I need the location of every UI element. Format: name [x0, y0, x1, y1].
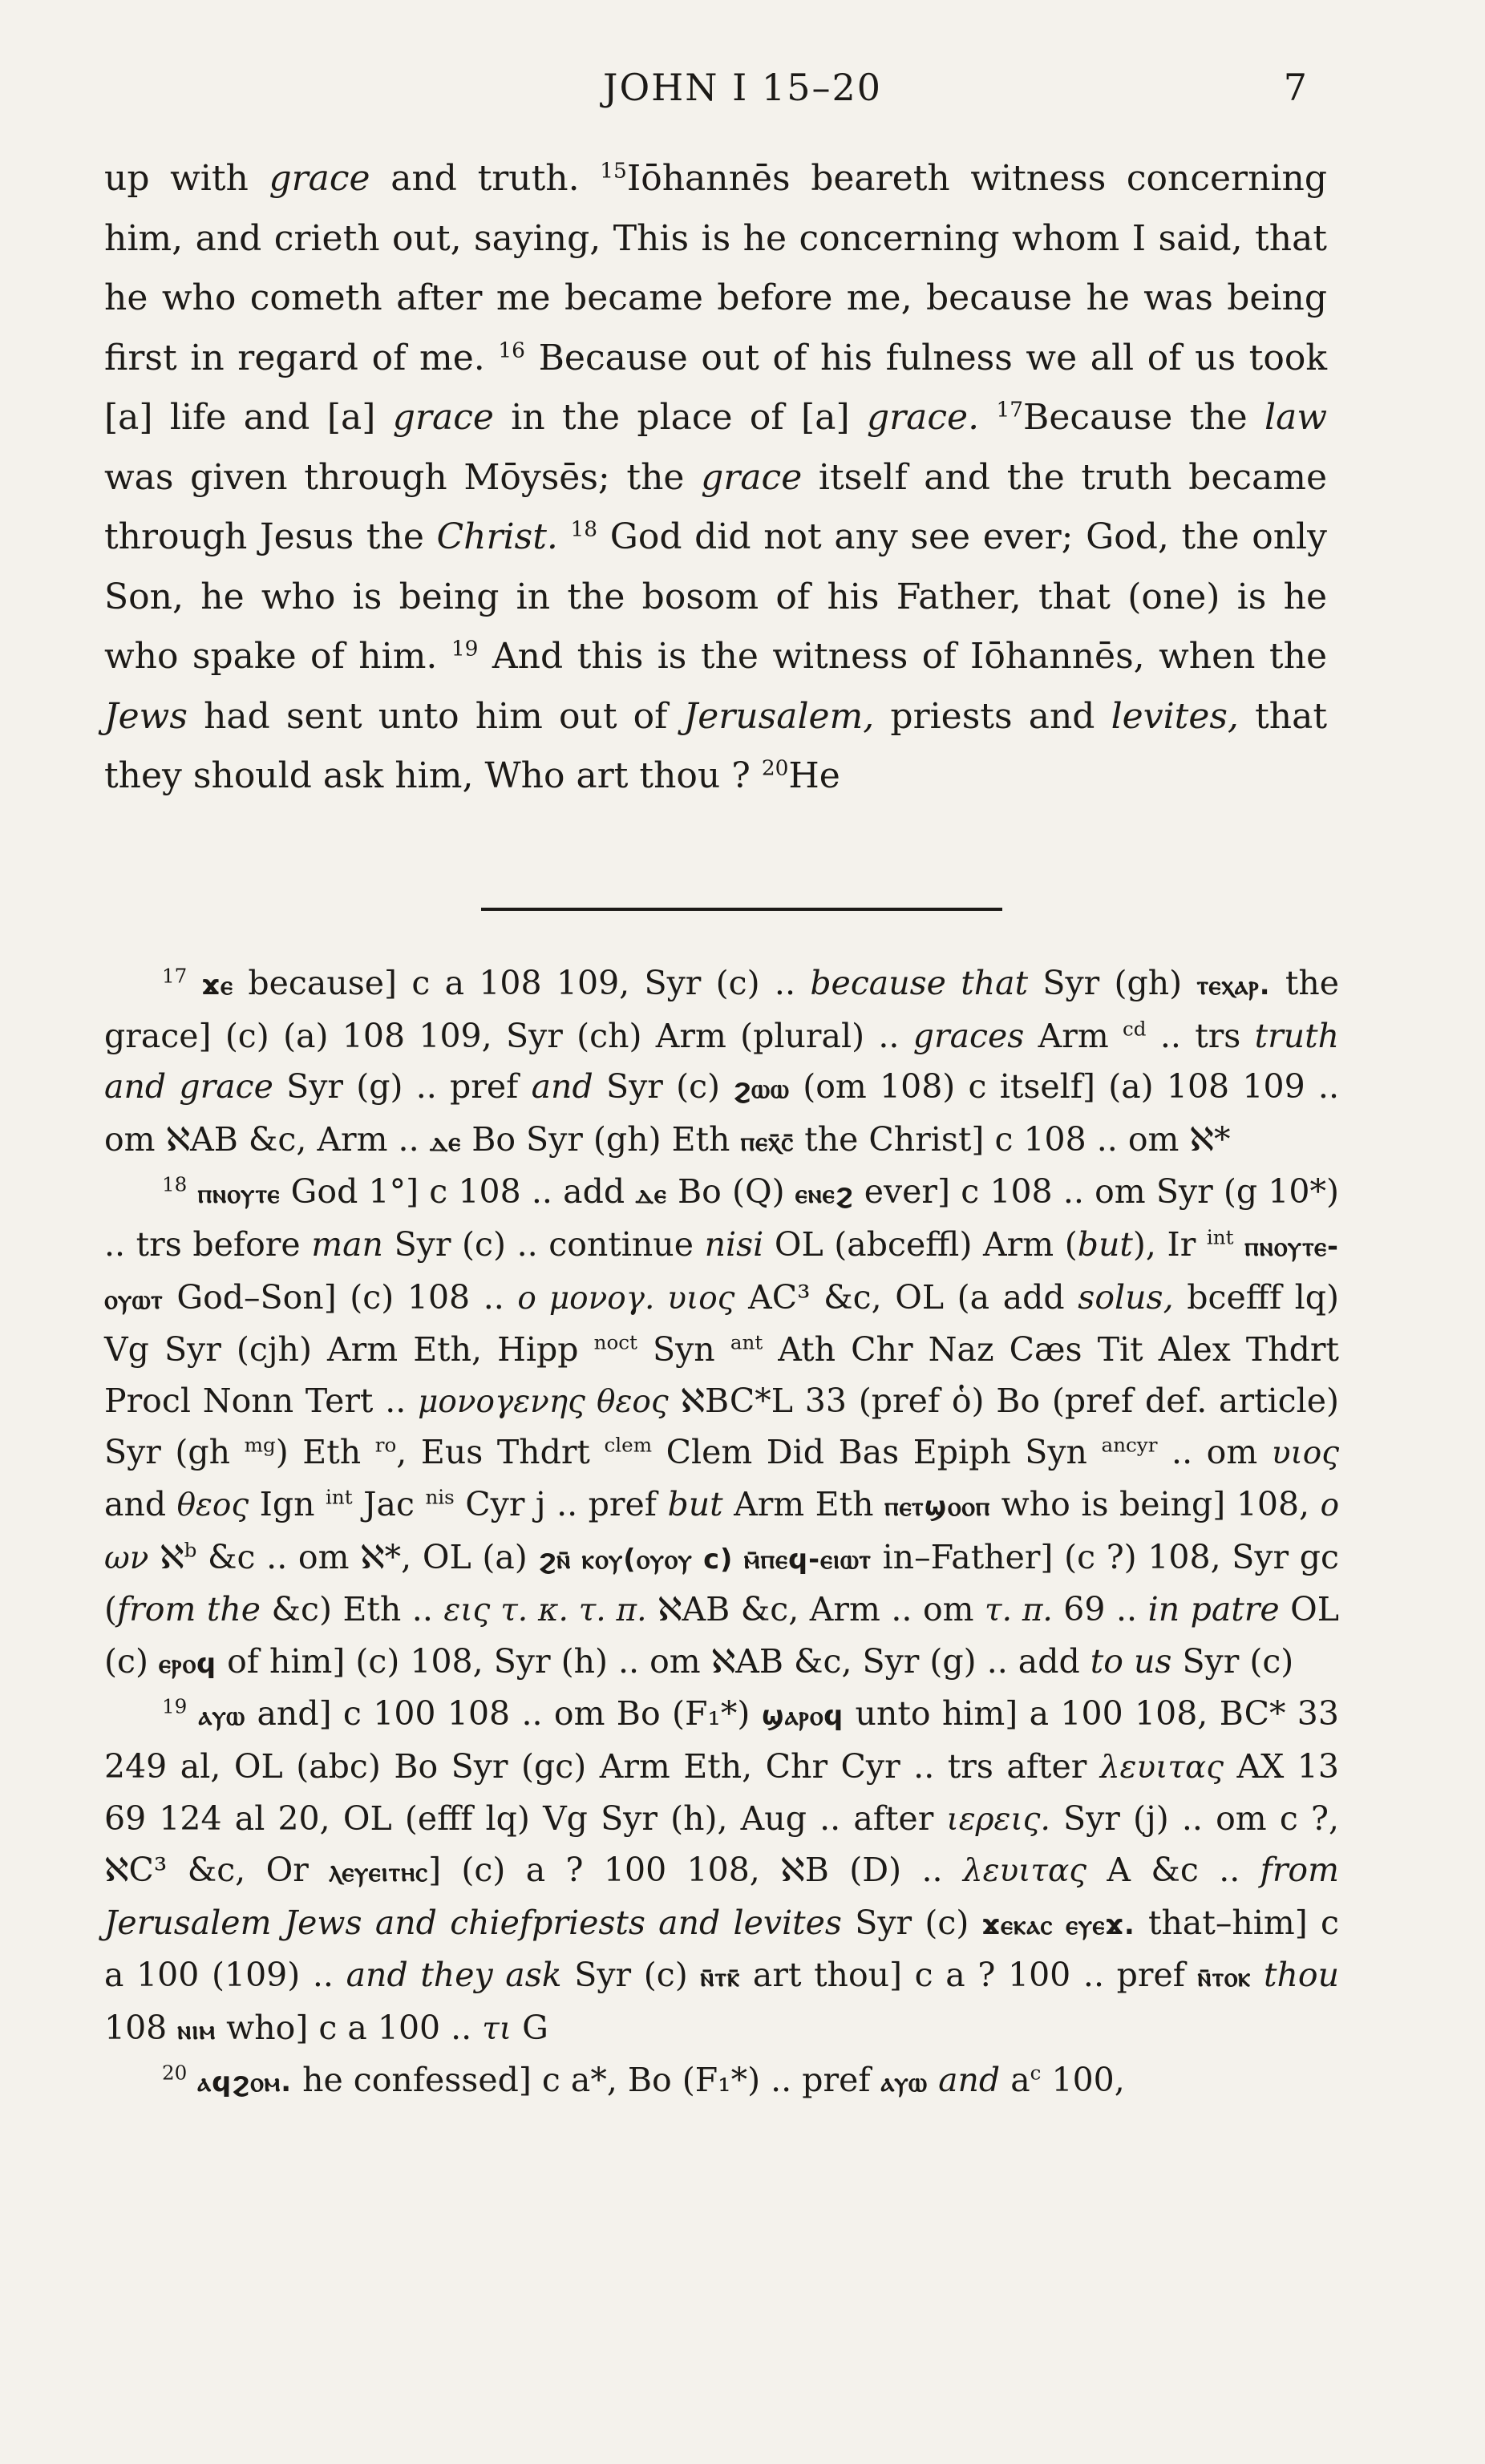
text-run: ] (c) a ? 100 108, ℵB (D) ..	[428, 1851, 963, 1890]
verse-or-ref-marker: 17	[996, 397, 1024, 423]
text-run: God 1°] c 108 .. add	[280, 1172, 636, 1212]
text-run: that–him] c a 100 (109) ..	[104, 1903, 1339, 1995]
footnote-paragraph	[104, 2055, 1339, 2108]
page-number: 7	[1283, 66, 1307, 109]
text-run: priests and	[874, 695, 1111, 737]
footnote-paragraph	[104, 1689, 1339, 2055]
text-run: Because out of his fulness we all of us took [a] life and [a]	[104, 337, 1328, 438]
text-run: 69 ..	[1052, 1590, 1148, 1629]
italic-text: and they ask	[346, 1956, 562, 1995]
italic-text: graces	[912, 1016, 1025, 1055]
italic-text: Christ.	[436, 516, 558, 557]
italic-text: in patre	[1147, 1590, 1280, 1629]
footnotes	[104, 958, 1339, 2108]
coptic-text: ⲛ̄ⲧⲟⲕ	[1197, 1961, 1252, 1993]
text-run: that they should ask him, Who art thou ?	[104, 695, 1327, 796]
text-run: AX 13 69 124 al 20, OL (efff lq) Vg Syr (h), Aug .. after	[104, 1746, 1339, 1838]
running-head-title: JOHN I 15–20	[603, 66, 882, 109]
verse-or-ref-marker: cd	[1123, 1016, 1147, 1040]
text-run: art thou] c a ? 100 .. pref	[740, 1956, 1198, 1995]
text-run: 100,	[1041, 2061, 1125, 2100]
text-run: Clem Did Bas Epiph Syn	[652, 1433, 1102, 1472]
text-run: God did not any see ever; God, the only Son, he who is being in the bosom of his Father, that (one) is he who spake of him.	[104, 516, 1327, 677]
text-run: Syr (c)	[841, 1903, 982, 1942]
coptic-text: ϩⲛ̄ ⲕⲟⲩ(ⲟⲩⲟⲩ c) ⲙ̄ⲡⲉϥ-ⲉⲓⲱⲧ	[538, 1543, 872, 1575]
coptic-text: ϩⲱⲱ	[733, 1073, 790, 1105]
text-run: up with	[104, 158, 269, 199]
italic-text: but	[667, 1484, 723, 1523]
text-run: ) Eth	[275, 1433, 375, 1472]
coptic-text: ⲡⲉⲭ̄ⲥ̄	[740, 1125, 795, 1157]
coptic-text: ⲇⲉ	[635, 1178, 667, 1210]
text-run: and] c 100 108 .. om Bo (F₁*)	[245, 1694, 762, 1734]
text-run: who] c a 100 ..	[216, 2008, 483, 2047]
footnote-paragraph	[104, 1167, 1339, 1689]
text-run: OL (c)	[104, 1590, 1339, 1681]
text-run: &c .. om ℵ*, OL (a)	[196, 1537, 539, 1576]
text-run: because] c a 108 109, Syr (c) ..	[233, 964, 811, 1002]
italic-text: levites,	[1111, 695, 1239, 737]
verse-or-ref-marker: nis	[425, 1485, 455, 1509]
text-run: &c) Eth ..	[261, 1590, 444, 1629]
verse-or-ref-marker: 20	[162, 2061, 188, 2085]
verse-or-ref-marker: b	[184, 1537, 197, 1561]
text-run: ), Ir	[1132, 1224, 1207, 1264]
text-run: Syr (g) .. pref	[273, 1067, 532, 1107]
coptic-text: ⲡⲛⲟⲩⲧⲉ	[197, 1178, 281, 1210]
coptic-text: ⲉⲛⲉϩ	[795, 1178, 854, 1210]
text-run: OL (abceffl) Arm (	[763, 1224, 1078, 1264]
text-run: had sent unto him out of	[187, 695, 684, 737]
italic-text: grace	[701, 456, 803, 498]
coptic-text: ⲁⲩⲱ	[198, 1700, 246, 1732]
text-run: of him] (c) 108, Syr (h) .. om ℵAB &c, Syr (g) .. add	[216, 1641, 1090, 1681]
text-run: Cyr j .. pref	[454, 1484, 668, 1523]
text-run: G	[512, 2008, 548, 2047]
text-run: .. trs	[1146, 1016, 1255, 1055]
coptic-text: ϣⲁⲣⲟϥ	[761, 1700, 844, 1732]
verse-or-ref-marker: 15	[600, 158, 627, 184]
verse-or-ref-marker: int	[326, 1485, 353, 1509]
text-run: Ath Chr Naz Cæs Tit Alex Thdrt Procl Nonn Tert ..	[104, 1330, 1339, 1420]
text-run: Iōhannēs beareth witness concerning him, and crieth out, saying, This is he concerning whom I said, that he who cometh after me became before me, because he was being first in regard of me.	[104, 158, 1327, 378]
italic-text: thou	[1264, 1956, 1339, 1995]
text-run: Syr (c)	[593, 1067, 734, 1107]
coptic-text: ⲇⲉ	[429, 1125, 462, 1157]
coptic-text: ⲁϥϩⲟⲙ.	[197, 2066, 293, 2098]
running-header	[0, 66, 1485, 114]
text-run: 108	[104, 2008, 178, 2047]
verse-or-ref-marker: 17	[162, 964, 188, 988]
italic-text: man	[311, 1224, 383, 1264]
coptic-text: ⲗⲉⲩⲉⲓⲧⲏⲥ	[329, 1856, 429, 1888]
text-run	[928, 2061, 938, 2099]
text-run: a	[1000, 2061, 1030, 2100]
italic-text: grace	[392, 397, 494, 438]
greek-text: υιος	[1271, 1435, 1340, 1472]
italic-text: because that	[810, 964, 1029, 1002]
coptic-text: ϫⲉ	[201, 969, 234, 1001]
text-run: Syr (gh)	[1028, 964, 1197, 1002]
coptic-text: ⲉⲣⲟϥ	[159, 1647, 217, 1679]
text-run: Syr (c)	[1171, 1641, 1294, 1681]
text-run	[1251, 1956, 1264, 1994]
text-run: AC³ &c, OL (a add	[734, 1277, 1078, 1317]
greek-text: λευιτας	[962, 1853, 1087, 1890]
text-run: Bo (Q)	[666, 1172, 795, 1212]
greek-text: τ. π.	[985, 1592, 1053, 1629]
text-run: Ign	[249, 1484, 326, 1523]
coptic-text: ⲁⲩⲱ	[880, 2066, 929, 2098]
text-run	[979, 397, 996, 438]
verse-or-ref-marker: mg	[244, 1433, 276, 1457]
verse-or-ref-marker: c	[1030, 2061, 1042, 2085]
verse-or-ref-marker: ancyr	[1101, 1433, 1158, 1457]
italic-text: Jerusalem,	[683, 695, 875, 737]
text-run: he confessed] c a*, Bo (F₁*) .. pref	[292, 2061, 881, 2100]
text-run: the Christ] c 108 .. om ℵ*	[794, 1119, 1231, 1159]
greek-text: ο μονογ. υιος	[517, 1280, 735, 1317]
text-run: .. om	[1157, 1433, 1272, 1472]
text-run: Syr (c)	[561, 1956, 701, 1995]
italic-text: nisi	[704, 1224, 764, 1264]
text-run: Syr (j) .. om c ?, ℵC³ &c, Or	[104, 1798, 1339, 1890]
coptic-text: ⲡⲛⲟⲩⲧⲉ-ⲟⲩⲱⲧ	[104, 1230, 1339, 1315]
text-run	[558, 516, 571, 557]
text-run: A &c ..	[1086, 1851, 1260, 1890]
verse-or-ref-marker: 19	[451, 636, 479, 662]
coptic-text: ϫⲉⲕⲁⲥ ⲉⲩⲉϫ.	[981, 1908, 1135, 1940]
text-run: Jac	[352, 1484, 426, 1523]
coptic-text: ⲧⲉⲭⲁⲣ.	[1196, 969, 1271, 1001]
greek-text: μονογενης θεος	[418, 1383, 669, 1420]
main-text	[104, 149, 1327, 807]
italic-text: from the	[117, 1590, 261, 1629]
text-run: Arm Eth	[722, 1484, 884, 1523]
text-run: And this is the witness of Iōhannēs, when the	[478, 636, 1327, 677]
coptic-text: ⲛⲓⲙ	[177, 2013, 216, 2045]
verse-or-ref-marker: clem	[604, 1433, 653, 1457]
text-run: Syn	[637, 1330, 730, 1370]
text-run: , Eus Thdrt	[396, 1433, 605, 1472]
coptic-text: ⲛ̄ⲧⲕ̄	[700, 1961, 741, 1993]
greek-text: θεος	[176, 1487, 249, 1523]
greek-text: εις τ. κ. τ. π.	[443, 1592, 647, 1629]
text-run: Syr (c) .. continue	[382, 1224, 705, 1264]
text-run	[187, 1172, 197, 1211]
verse-or-ref-marker: 16	[498, 337, 525, 362]
italic-text: from Jerusalem Jews and chiefpriests and levites	[104, 1851, 1339, 1942]
text-run	[187, 964, 201, 1002]
text-run: God–Son] (c) 108 ..	[163, 1277, 518, 1317]
verse-or-ref-marker: int	[1206, 1225, 1234, 1249]
greek-text: λευιτας	[1099, 1749, 1224, 1786]
verse-or-ref-marker: ro	[374, 1433, 397, 1457]
footnote-paragraph	[104, 958, 1339, 1167]
greek-text: ιερεις.	[946, 1801, 1050, 1838]
text-run: Bo Syr (gh) Eth	[461, 1119, 741, 1159]
italic-text: to us	[1090, 1641, 1172, 1681]
verse-or-ref-marker: 18	[162, 1172, 188, 1196]
italic-text: and	[938, 2061, 1001, 2100]
text-run	[187, 2061, 197, 2099]
text-run: the grace] (c) (a) 108 109, Syr (ch) Arm (plural) ..	[104, 964, 1339, 1055]
coptic-text: ⲡⲉⲧϣⲟⲟⲡ	[884, 1490, 991, 1522]
text-run: ℵAB &c, Arm .. om	[646, 1590, 985, 1629]
text-run: (om 108) c itself] (a) 108 109 .. om ℵAB &c, Arm ..	[104, 1067, 1339, 1159]
text-run: and	[104, 1484, 177, 1523]
italic-text: law	[1264, 397, 1327, 438]
text-run: itself and the truth became through Jesus the	[104, 456, 1327, 557]
verse-or-ref-marker: 19	[162, 1694, 188, 1718]
italic-text: Jews	[104, 695, 188, 737]
text-run: unto him] a 100 108, BC* 33 249 al, OL (abc) Bo Syr (gc) Arm Eth, Chr Cyr .. trs after	[104, 1694, 1339, 1786]
italic-text: grace.	[866, 397, 980, 438]
text-run: Because the	[1023, 397, 1265, 438]
text-run: bcefff lq) Vg Syr (cjh) Arm Eth, Hipp	[104, 1277, 1339, 1370]
greek-text: ο ων	[104, 1487, 1340, 1576]
italic-text: but	[1077, 1224, 1133, 1264]
text-run: ever] c 108 .. om Syr (g 10*) .. trs before	[104, 1172, 1339, 1264]
verse-or-ref-marker: 18	[570, 516, 598, 542]
text-run: ℵBC*L 33 (pref ὁ) Bo (pref def. article) Syr (gh	[104, 1381, 1339, 1472]
italic-text: solus,	[1078, 1277, 1174, 1317]
verse-or-ref-marker: ant	[730, 1330, 763, 1354]
text-run	[1234, 1225, 1245, 1264]
text-run: was given through Mōysēs; the	[104, 456, 702, 498]
text-run: in the place of [a]	[493, 397, 867, 438]
text-run: in–Father] (c ?) 108, Syr gc (	[104, 1537, 1339, 1629]
verse-or-ref-marker: 20	[761, 755, 789, 781]
greek-text: τι	[482, 2010, 512, 2047]
divider-rule	[481, 908, 1002, 911]
text-run: and truth.	[370, 158, 601, 199]
verse-or-ref-marker: noct	[593, 1330, 637, 1354]
text-run: who is being] 108,	[990, 1484, 1321, 1523]
italic-text: truth and grace	[104, 1016, 1340, 1107]
text-run: He	[788, 755, 840, 796]
italic-text: and	[531, 1067, 593, 1107]
italic-text: grace	[269, 158, 370, 199]
text-run	[187, 1694, 198, 1733]
text-run: ℵ	[148, 1537, 184, 1576]
text-run: Arm	[1024, 1016, 1123, 1055]
